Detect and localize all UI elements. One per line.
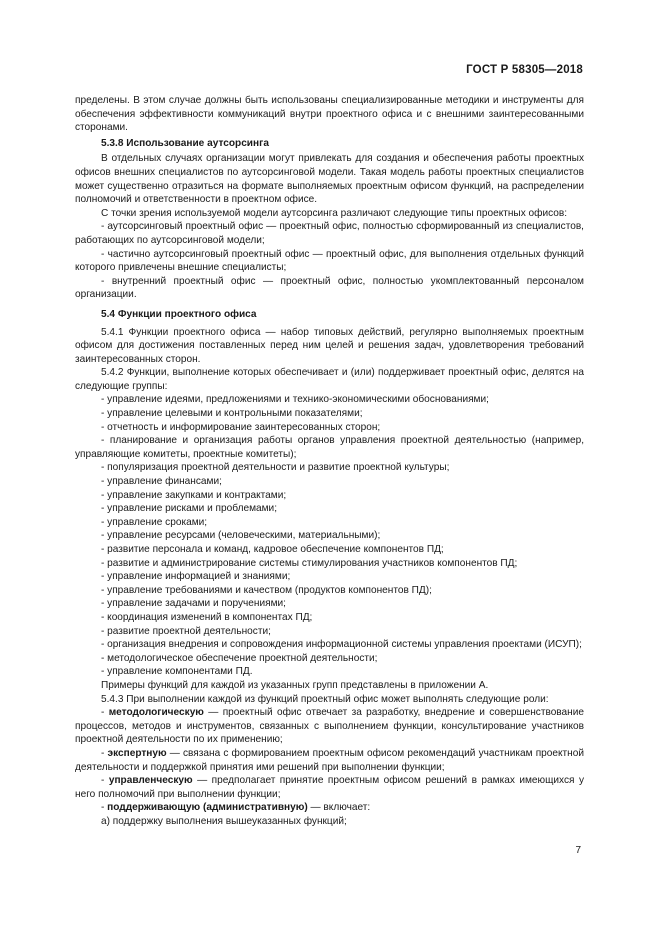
- page-number: 7: [575, 845, 581, 856]
- list-item: - управление закупками и контрактами;: [101, 489, 287, 501]
- list-item: - развитие и администрирование системы стимулирования участников компонентов ПД;: [101, 557, 518, 569]
- role-term: поддерживающую (административную): [107, 802, 308, 814]
- paragraph: Примеры функций для каждой из указанных групп представлены в приложении А.: [101, 679, 489, 691]
- list-item: - управление идеями, предложениями и технико-экономическими обоснованиями;: [101, 394, 489, 406]
- list-item: - популяризация проектной деятельности и развитие проектной культуры;: [101, 462, 450, 474]
- list-item: - внутренний проектный офис — проектный офис, полностью укомплектованный персоналом организации.: [75, 275, 584, 301]
- document-body: [75, 94, 584, 828]
- list-item: - развитие проектной деятельности;: [101, 625, 271, 637]
- role-description: — проектный офис отвечает за разработку, внедрение и совершенствование процессов, методов и инструментов, связанных с выполнением функции, консультирование участников проектной деятельности по их применению;: [75, 707, 584, 746]
- role-description: — включает:: [307, 802, 371, 814]
- list-dash: -: [101, 802, 108, 814]
- section-heading-5-4: 5.4 Функции проектного офиса: [101, 308, 257, 320]
- role-item-methodological: [75, 706, 584, 747]
- list-item: - управление целевыми и контрольными показателями;: [101, 408, 363, 420]
- role-item-supporting: [75, 801, 584, 815]
- list-dash: -: [101, 775, 109, 787]
- paragraph: С точки зрения используемой модели аутсорсинга различают следующие типы проектных офисов:: [101, 207, 568, 219]
- list-item: - развитие персонала и команд, кадровое обеспечение компонентов ПД;: [101, 544, 444, 555]
- role-term: управленческую: [108, 775, 193, 787]
- list-item: - управление ресурсами (человеческими, материальными);: [101, 530, 381, 542]
- list-item: - управление задачами и поручениями;: [101, 598, 286, 610]
- role-description: — предполагает принятие проектным офисом решений в рамках имеющихся у него полномочий при выполнении функции;: [75, 775, 584, 800]
- list-item: - аутсорсинговый проектный офис — проектный офис, полностью сформированный из специалистов, работающих по аутсорсинговой модели;: [75, 221, 584, 246]
- list-item: - управление информацией и знаниями;: [101, 571, 291, 583]
- role-item-expert: [75, 747, 584, 774]
- list-item: - координация изменений в компонентах ПД;: [101, 611, 313, 623]
- paragraph: 5.4.1 Функции проектного офиса — набор типовых действий, регулярно выполняемых проектным офисом для достижения поставленных перед ним целей и решения задач, удовлетворения требований заинтересованных сторон.: [75, 326, 584, 365]
- list-dash: -: [101, 747, 108, 759]
- paragraph: 5.4.3 При выполнении каждой из функций проектный офис может выполнять следующие роли:: [101, 693, 549, 705]
- role-item-managerial: [75, 774, 584, 801]
- sub-list-item: а) поддержку выполнения вышеуказанных функций;: [101, 815, 347, 827]
- list-item: - управление сроками;: [101, 516, 208, 528]
- role-term: методологическую: [108, 707, 204, 719]
- list-item: - управление финансами;: [101, 476, 222, 488]
- list-item: - отчетность и информирование заинтересованных сторон;: [101, 421, 381, 433]
- paragraph: В отдельных случаях организации могут привлекать для создания и обеспечения работы проектных офисов внешних специалистов по аутсорсинговой модели. Такая модель работы проектных специалистов может существенно отразиться на формате выполняемых проектным офисом функций, на распределении полномочий и ответственности в проектном офисе.: [75, 153, 584, 206]
- role-term: экспертную: [107, 747, 167, 759]
- paragraph: 5.4.2 Функции, выполнение которых обеспечивает и (или) поддерживает проектный офис, делятся на следующие группы:: [75, 367, 584, 392]
- list-item: - управление компонентами ПД.: [101, 666, 253, 678]
- role-description: — связана с формированием проектным офисом рекомендаций участникам проектной деятельности и поддержкой принятия ими решений при выполнении функции;: [75, 747, 584, 773]
- list-item: - методологическое обеспечение проектной деятельности;: [101, 652, 378, 664]
- list-item: - организация внедрения и сопровождения информационной системы управления проектами (ИСУП);: [101, 639, 582, 651]
- list-item: - планирование и организация работы органов управления проектной деятельностью (например, управляющие комитеты, проектные комитеты);: [75, 435, 584, 460]
- list-item: - управление рисками и проблемами;: [101, 503, 278, 515]
- section-heading-5-3-8: 5.3.8 Использование аутсорсинга: [101, 137, 269, 149]
- document-standard-id: ГОСТ Р 58305—2018: [466, 64, 583, 76]
- list-item: - частично аутсорсинговый проектный офис — проектный офис, для выполнения отдельных функций которого привлечены внешние специалисты;: [75, 248, 584, 274]
- list-item: - управление требованиями и качеством (продуктов компонентов ПД);: [101, 584, 432, 596]
- paragraph-continuation: пределены. В этом случае должны быть использованы специализированные методики и инструменты для обеспечения эффективности коммуникаций внутри проектного офиса и с внешними заинтересованными сторонами.: [75, 95, 584, 134]
- list-dash: -: [101, 707, 109, 719]
